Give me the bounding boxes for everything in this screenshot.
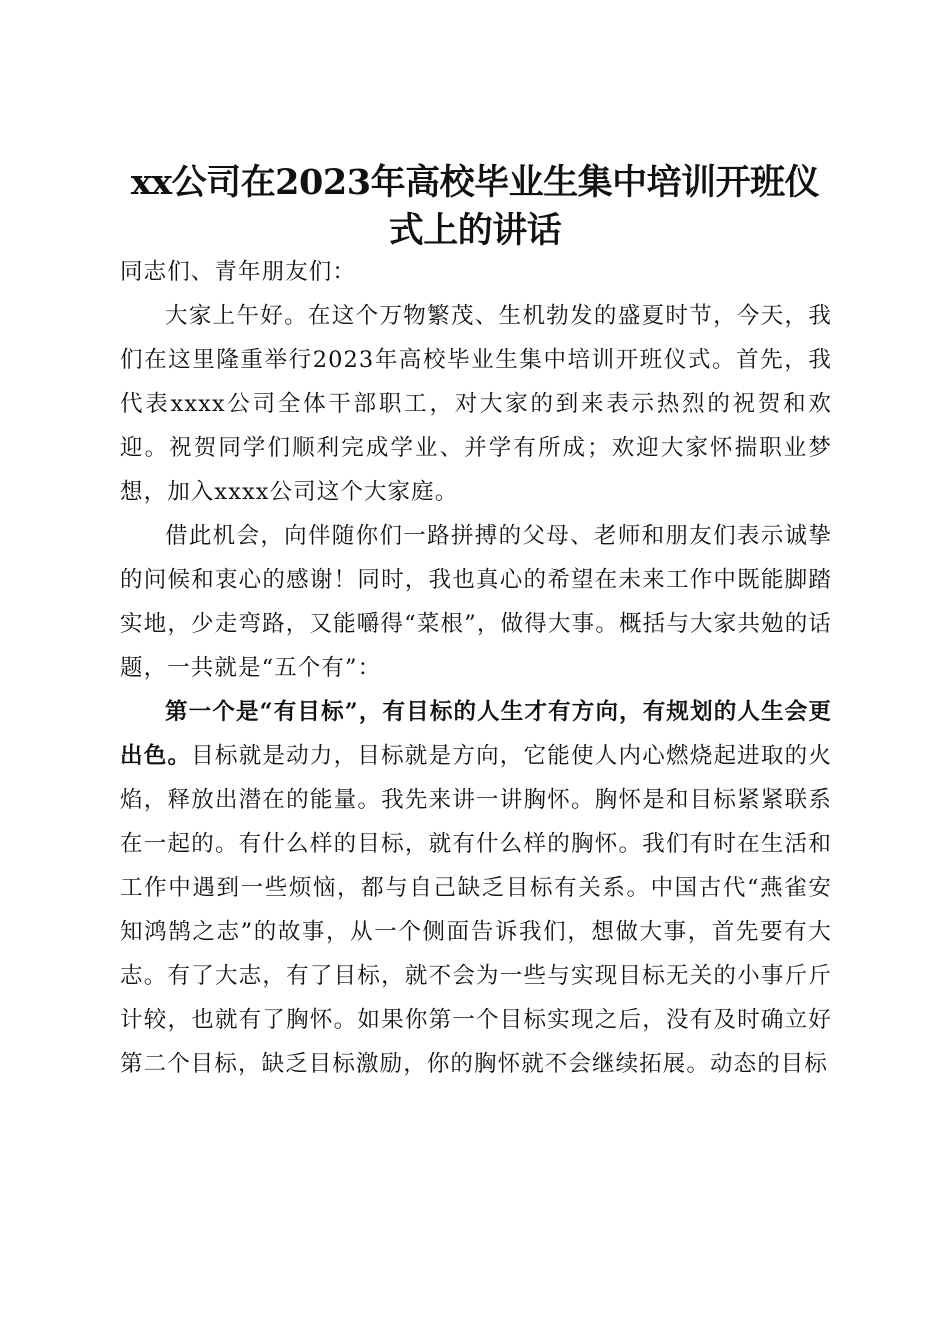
title-line-2: 式上的讲话 — [388, 210, 562, 252]
paragraph-text: 大家上午好。在这个万物繁茂、生机勃发的盛夏时节，今天，我们在这里隆重举行2023年高校毕业生集中培训开班仪式。首先，我代表xxxx公司全体干部职工，对大家的到来表示热烈的祝贺和欢迎。祝贺同学们顺利完成学业、并学有所成；欢迎大家怀揣职业梦想，加入xxxx公司这个大家庭。 — [120, 303, 832, 505]
paragraph-text: 目标就是动力，目标就是方向，它能使人内心燃烧起进取的火焰，释放出潜在的能量。我先来讲一讲胸怀。胸怀是和目标紧紧联系在一起的。有什么样的目标，就有什么样的胸怀。我们有时在生活和工作中遇到一些烦恼，都与自己缺乏目标有关系。中国古代“燕雀安知鸿鹄之志”的故事，从一个侧面告诉我们，想做大事，首先要有大志。有了大志，有了目标，就不会为一些与实现目标无关的小事斤斤计较，也就有了胸怀。如果你第一个目标实现之后，没有及时确立好第二个目标，缺乏目标激励，你的胸怀就不会继续拓展。动态的目标 — [120, 743, 832, 1077]
paragraph-goal — [120, 690, 832, 1086]
title-line-1: xx公司在2023年高校毕业生集中培训开班仪 — [130, 162, 820, 204]
greeting: 同志们、青年朋友们： — [120, 259, 357, 285]
page-title — [100, 159, 850, 255]
paragraph-thanks — [120, 514, 832, 690]
speech-body — [120, 250, 832, 1086]
paragraph-lead: 第一个是“有目标”，有目标的人生才有方向，有规划的人生会更出色。 — [120, 699, 832, 769]
paragraph-text: 借此机会，向伴随你们一路拼搏的父母、老师和朋友们表示诚挚的问候和衷心的感谢！同时，我也真心的希望在未来工作中既能脚踏实地，少走弯路，又能嚼得“菜根”，做得大事。概括与大家共勉的话题，一共就是“五个有”： — [120, 523, 832, 681]
paragraph-opening — [120, 294, 832, 514]
